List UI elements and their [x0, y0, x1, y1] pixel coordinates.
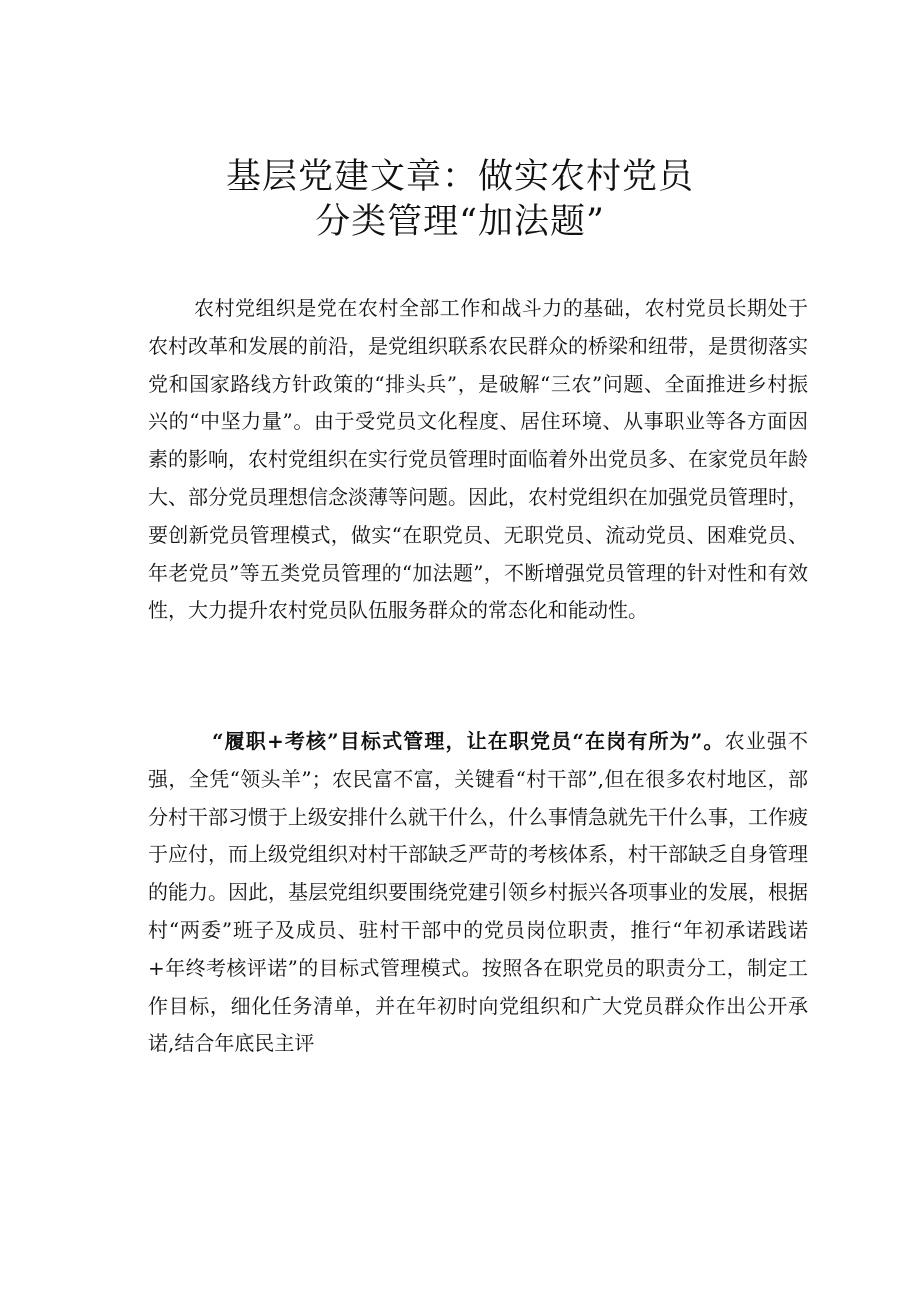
paragraph-intro: 农村党组织是党在农村全部工作和战斗力的基础，农村党员长期处于农村改革和发展的前沿，是党组织联系农民群众的桥梁和纽带，是贯彻落实党和国家路线方针政策的“排头兵”，是破解“三农”问题、全面推进乡村振兴的“中坚力量”。由于受党员文化程度、居住环境、从事职业等各方面因素的影响，农村党组织在实行党员管理时面临着外出党员多、在家党员年龄大、部分党员理想信念淡薄等问题。因此，农村党组织在加强党员管理时，要创新党员管理模式，做实“在职党员、无职党员、流动党员、困难党员、年老党员”等五类党员管理的“加法题”，不断增强党员管理的针对性和有效性，大力提升农村党员队伍服务群众的常态化和能动性。: [148, 296, 808, 623]
section-body: 农业强不强，全凭“领头羊”；农民富不富，关键看“村干部”,但在很多农村地区，部分村干部习惯于上级安排什么就干什么，什么事情急就先干什么事，工作疲于应付，而上级党组织对村干部缺乏严苛的考核体系，村干部缺乏自身管理的能力。因此，基层党组织要围绕党建引领乡村振兴各项事业的发展，根据村“两委”班子及成员、驻村干部中的党员岗位职责，推行“年初承诺践诺+年终考核评诺”的目标式管理模式。按照各在职党员的职责分工，制定工作目标，细化任务清单，并在年初时向党组织和广大党员群众作出公开承诺,结合年底民主评: [148, 729, 808, 1056]
paragraph-section-1: [148, 723, 808, 1063]
document-title-line-2: 分类管理“加法题”: [315, 202, 605, 242]
section-heading: “履职+考核”目标式管理，让在职党员“在岗有所为”。: [212, 729, 725, 753]
document-title-line-1: 基层党建文章：做实农村党员: [225, 157, 694, 197]
